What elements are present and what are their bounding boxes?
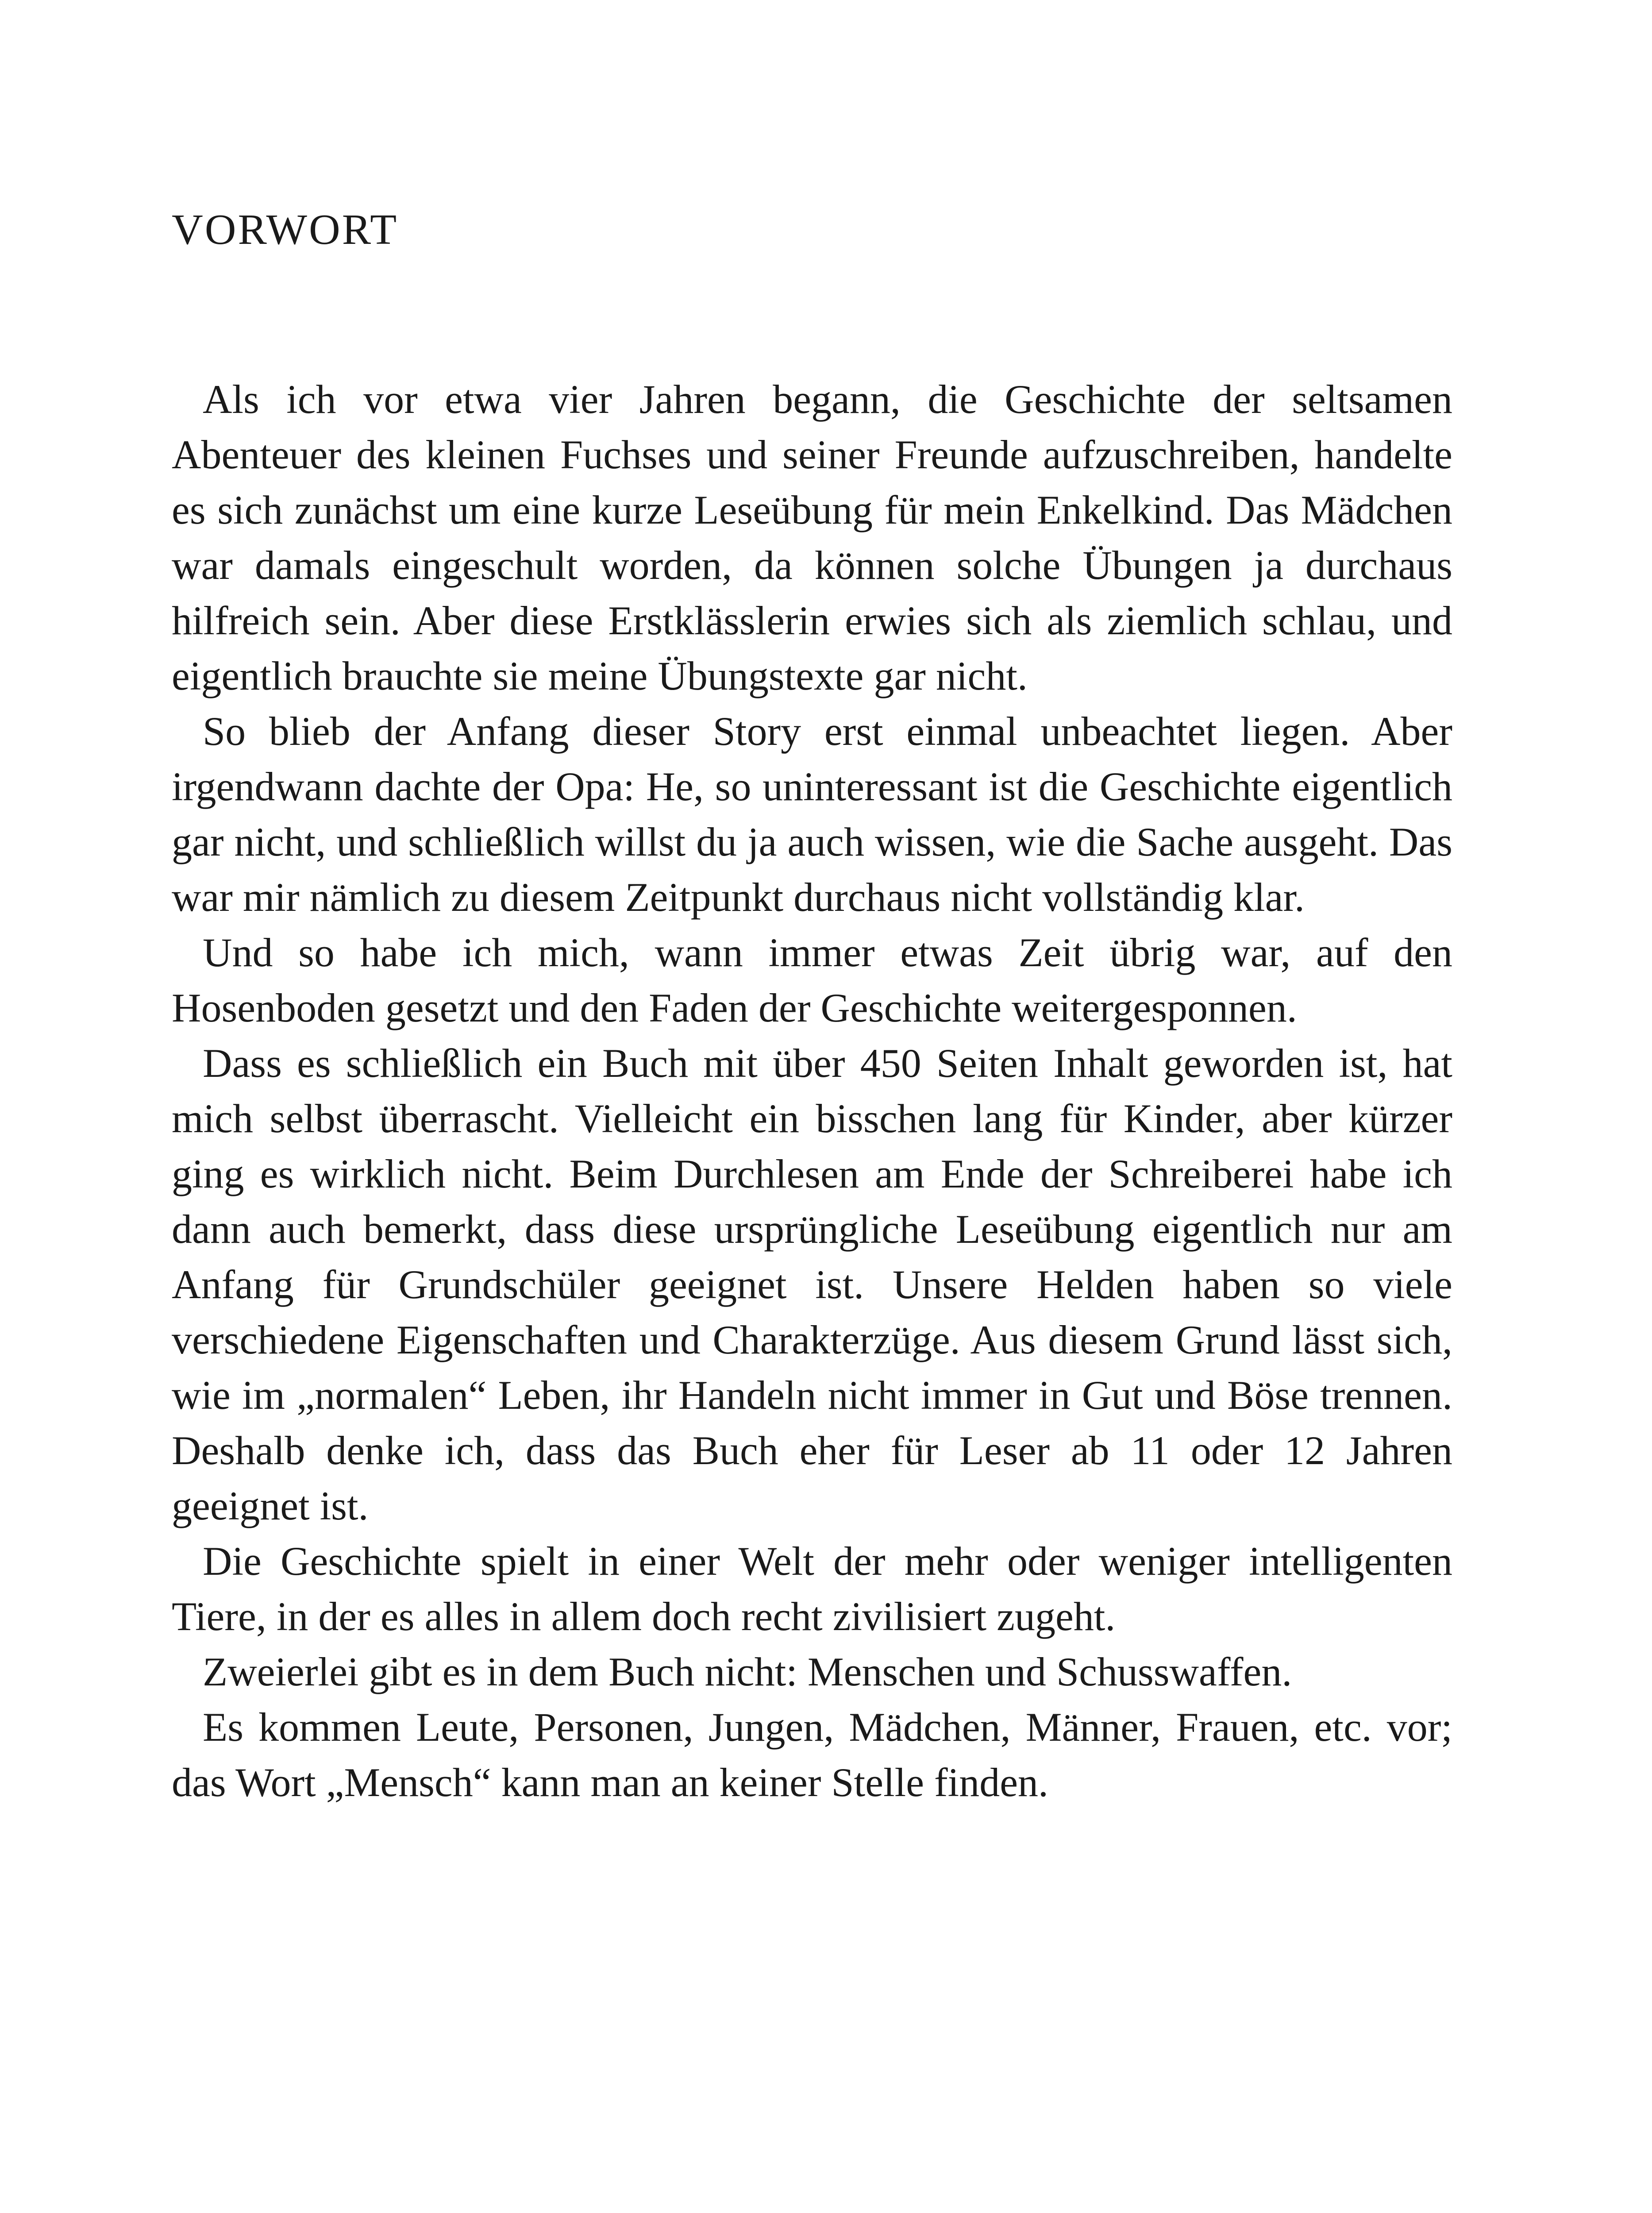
paragraph: Als ich vor etwa vier Jahren begann, die Geschichte der seltsamen Abenteuer des kleinen Fuchses und seiner Freunde aufzuschreiben, handelte es sich zunächst um eine kurze Leseübung für mein Enkelkind. Das Mädchen war damals eingeschult worden, da können solche Übungen ja durchaus hilfreich sein. Aber diese Erstklässlerin erwies sich als ziemlich schlau, und eigentlich brauchte sie meine Übungstexte gar nicht. bbox=[172, 377, 1452, 698]
chapter-heading: VORWORT bbox=[172, 206, 399, 254]
paragraph: Zweierlei gibt es in dem Buch nicht: Menschen und Schusswaffen. bbox=[203, 1649, 1292, 1694]
paragraph: So blieb der Anfang dieser Story erst einmal unbeachtet liegen. Aber irgendwann dachte der Opa: He, so uninteressant ist die Geschichte eigentlich gar nicht, und schließlich willst du ja auch wissen, wie die Sache ausgeht. Das war mir nämlich zu diesem Zeitpunkt durchaus nicht vollständig klar. bbox=[172, 709, 1452, 920]
body-text bbox=[172, 372, 1452, 1810]
paragraph: Die Geschichte spielt in einer Welt der mehr oder weniger intelligenten Tiere, in der es alles in allem doch recht zivilisiert zugeht. bbox=[172, 1538, 1452, 1639]
paragraph: Es kommen Leute, Personen, Jungen, Mädchen, Männer, Frauen, etc. vor; das Wort „Mensch“ kann man an keiner Stelle finden. bbox=[172, 1704, 1452, 1805]
paragraph: Und so habe ich mich, wann immer etwas Zeit übrig war, auf den Hosenboden gesetzt und den Faden der Geschichte weitergesponnen. bbox=[172, 930, 1452, 1030]
paragraph: Dass es schließlich ein Buch mit über 450 Seiten Inhalt geworden ist, hat mich selbst überrascht. Vielleicht ein bisschen lang für Kinder, aber kürzer ging es wirklich nicht. Beim Durchlesen am Ende der Schreiberei habe ich dann auch bemerkt, dass diese ursprüngliche Leseübung eigentlich nur am Anfang für Grundschüler geeignet ist. Unsere Helden haben so viele verschiedene Eigenschaften und Charakterzüge. Aus diesem Grund lässt sich, wie im „normalen“ Leben, ihr Handeln nicht immer in Gut und Böse trennen. Deshalb denke ich, dass das Buch eher für Leser ab 11 oder 12 Jahren geeignet ist. bbox=[172, 1041, 1452, 1528]
